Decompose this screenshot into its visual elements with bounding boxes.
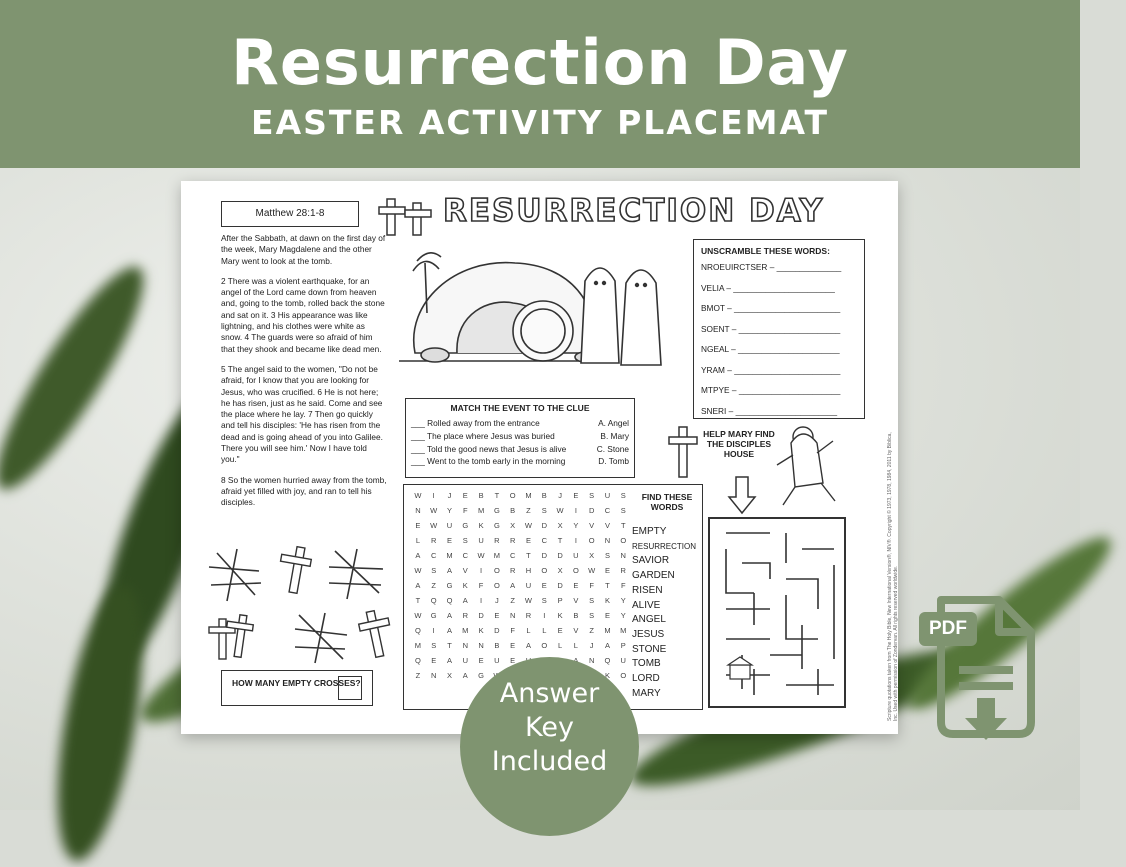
word-search-letter: O [588,536,595,545]
word-search-letter: J [589,641,594,650]
word-search-letter: W [524,521,533,530]
unscramble-word: MTPYE – ______________________ [701,385,841,395]
word-search-row [410,596,631,611]
scripture-text [221,233,387,518]
word-search-word: LORD [632,673,660,685]
banner-subtitle: EASTER ACTIVITY PLACEMAT [251,103,829,142]
word-search-letter: E [573,581,579,590]
word-search-letter: N [415,506,421,515]
word-search-word: EMPTY [632,526,667,537]
word-search-letter: D [541,521,547,530]
word-search-letter: W [524,596,533,605]
word-search-letter: S [589,491,595,500]
word-search-letter: U [620,656,626,665]
word-search-letter: R [620,566,626,575]
word-search-letter: M [620,626,627,635]
word-search-letter: N [509,611,516,620]
word-search-letter: Y [573,521,579,530]
word-search-letter: E [604,611,610,620]
unscramble-word: YRAM – _______________________ [701,364,841,375]
word-search-letter: A [446,611,452,620]
house-icon [728,657,752,679]
word-search-letter: T [605,581,610,590]
word-search-letter: N [462,641,468,650]
word-search-letter: C [541,536,547,545]
word-search-letter: O [541,641,548,650]
word-search-word: RISEN [632,584,663,596]
word-search-letter: R [494,536,500,545]
word-search-letter: G [493,506,500,515]
word-search-letter: I [432,491,435,500]
word-search-letter: K [557,611,563,620]
word-search-letter: I [574,536,577,545]
unscramble-word: BMOT – _______________________ [701,303,841,313]
word-search-letter: Z [526,506,531,515]
word-search-letter: W [588,566,596,575]
word-search-row [410,626,631,641]
word-search-letter: P [557,596,563,605]
word-search-letter: E [604,566,610,575]
word-search-letter: I [574,506,577,515]
word-search-letter: U [446,521,453,530]
placemat-sheet [181,181,898,734]
word-search-row [410,521,631,536]
word-search-letter: L [415,536,420,545]
word-search-letter: A [446,626,452,635]
word-search-letter: Q [414,656,421,665]
scripture-paragraph: 2 There was a violent earthquake, for an angel of the Lord came down from heaven and, going to the tomb, rolled back the stone and sat on it. 3 His appearance was like lightning, and his clothes were white as snow. 4 The guards were so afraid of him that they shook and became like dead men. [221,275,385,354]
word-search-letter: E [431,656,437,665]
word-search-letter: S [620,491,626,500]
word-search-letter: M [525,491,532,500]
word-search-letter: S [589,596,595,605]
word-search-letter: D [478,611,484,620]
word-search-letter: F [462,506,468,515]
word-search-word: SAVIOR [632,555,670,567]
word-search-letter: E [478,656,484,665]
word-search-row [410,641,631,656]
word-search-letter: C [509,551,516,560]
arrow-down-icon [727,475,757,515]
unscramble-word: NROEUIRCTSER – ______________ [701,262,842,272]
word-search-letter: N [478,641,484,650]
word-search-letter: Z [510,596,515,605]
scripture-paragraph: 8 So the women hurried away from the tomb, afraid yet filled with joy, and ran to tell his disciples. [221,474,387,508]
word-search-row [410,491,631,506]
word-search-row [410,506,631,521]
count-crosses-illustration [203,543,395,667]
word-search-letter: E [573,491,579,500]
word-search-letter: T [494,491,500,500]
word-search-letter: F [589,581,594,590]
word-search-letter: J [495,596,499,605]
maze-puzzle [708,517,846,708]
word-search-list [632,525,696,701]
word-search-letter: X [589,551,595,560]
word-search-letter: A [415,551,421,560]
word-search-letter: L [573,641,578,650]
word-search-letter: Y [620,611,626,620]
crosses-icon [379,195,435,237]
word-search-letter: Y [620,596,626,605]
unscramble-word: SNERI – ______________________ [701,405,838,416]
word-search-letter: E [415,521,421,530]
pdf-label: PDF [919,612,977,646]
word-search-letter: G [478,671,484,680]
word-search-letter: P [620,641,626,650]
word-search-letter: N [430,671,437,680]
badge-line: Key [525,712,574,743]
banner-title: Resurrection Day [231,26,849,99]
word-search-letter: R [525,611,532,620]
count-crosses-question: HOW MANY EMPTY CROSSES? [232,678,361,688]
word-search-letter: O [509,491,516,500]
word-search-letter: M [493,551,500,560]
answer-key-badge [460,657,639,836]
word-search-letter: L [526,626,531,635]
palm-leaf [41,579,159,867]
word-search-letter: M [604,626,611,635]
word-search-letter: S [541,596,547,605]
word-search-row [410,581,631,596]
word-search-letter: Q [430,596,437,605]
word-search-letter: B [573,611,579,620]
word-search-letter: V [604,521,610,530]
word-search-letter: S [589,611,595,620]
word-search-letter: I [543,611,546,620]
match-row: ___ Went to the tomb early in the morning D. Tomb [411,456,629,467]
unscramble-word: NGEAL – ______________________ [701,344,840,354]
word-search-letter: E [510,656,516,665]
maze-heading: HELP MARY FIND THE DISCIPLES HOUSE [703,429,775,459]
word-search-letter: I [480,566,483,575]
scripture-paragraph: After the Sabbath, at dawn on the first day of the week, Mary Magdalene and the other Mary went to look at the tomb. [221,233,386,266]
word-search-letter: K [604,671,610,680]
word-search-word: MARY [632,687,661,699]
answer-square [338,676,362,700]
word-search-letter: A [525,641,531,650]
word-search-grid [410,491,631,686]
word-search-letter: G [446,581,453,590]
word-search-letter: K [462,581,468,590]
word-search-letter: V [589,521,595,530]
unscramble-word: VELIA – ______________________ [701,282,835,293]
word-search-letter: R [509,566,516,575]
word-search-letter: V [573,596,579,605]
word-search-letter: Z [589,626,594,635]
word-search-letter: E [462,491,468,500]
match-row: ___ Told the good news that Jesus is alive C. Stone [411,443,629,454]
word-search-word: ALIVE [632,599,661,611]
maze-walls [710,519,844,706]
word-search-letter: R [430,536,437,545]
word-search-word: TOMB [632,658,661,670]
word-search-letter: R [509,536,516,545]
word-search-word: STONE [632,643,667,655]
word-search-letter: Q [446,596,453,605]
word-search-letter: D [541,551,547,560]
word-search-letter: Q [604,656,611,665]
word-search-letter: O [572,566,579,575]
copyright-credit: Scripture quotations taken from The Holy Bible, New International Version®, NIV®. Copyright © 1973, 1978, 1984, 2011 by Biblica, Inc. Used with permission of Zondervan. All rights reserved worldwide. [887,432,899,721]
word-search-letter: Y [446,506,452,515]
word-search-letter: B [478,491,484,500]
word-search-letter: M [462,626,469,635]
word-search-letter: B [494,641,500,650]
word-search-letter: E [510,641,516,650]
word-search-letter: B [541,491,547,500]
word-search-letter: S [620,506,626,515]
word-search-letter: T [526,551,531,560]
word-search-letter: D [494,626,500,635]
word-search-word: JESUS [632,628,665,640]
word-search-letter: K [478,521,484,530]
word-search-letter: H [525,566,532,575]
word-search-letter: J [558,491,562,500]
match-row: ___ Rolled away from the entrance A. Angel [411,418,629,428]
word-search-letter: E [446,536,452,545]
word-search-letter: M [414,641,422,650]
word-search-letter: S [462,536,468,545]
word-search-letter: N [620,551,626,560]
word-search-letter: D [557,581,563,590]
word-search-letter: A [462,671,468,680]
cross-icon [667,425,701,481]
word-search-letter: A [415,581,421,590]
word-search-letter: F [620,581,626,590]
word-search-letter: Z [431,581,436,590]
word-search-letter: I [432,626,435,635]
word-search-letter: E [557,626,563,635]
mary-running-illustration [773,421,845,513]
word-search-letter: N [604,536,611,545]
word-search-letter: K [478,626,484,635]
match-row: ___ The place where Jesus was buried B. Mary [411,430,629,441]
word-search-letter: U [478,536,484,545]
word-search-letter: W [414,611,422,620]
scripture-reference: Matthew 28:1-8 [221,201,359,227]
word-search-letter: T [415,596,421,605]
palm-leaf [0,252,164,504]
word-search-letter: X [510,521,516,530]
word-search-letter: X [557,521,563,530]
word-search-letter: M [477,506,485,515]
unscramble-word: SOENT – ______________________ [701,323,841,334]
word-search-letter: W [477,551,485,560]
match-heading: MATCH THE EVENT TO THE CLUE [450,403,590,413]
word-search-letter: R [462,611,468,620]
word-search-letter: J [447,491,452,500]
word-search-letter: W [414,491,422,500]
word-search-letter: B [510,506,516,515]
word-search-letter: E [541,581,547,590]
unscramble-panel [693,239,865,419]
word-search-letter: A [462,596,468,605]
word-search-letter: C [462,551,468,560]
word-search-row [410,611,631,626]
match-panel [405,398,635,478]
word-search-letter: O [541,566,548,575]
word-search-letter: G [493,521,500,530]
word-search-letter: Z [415,671,421,680]
word-search-letter: O [620,536,627,545]
word-search-letter: T [447,641,452,650]
word-search-letter: O [493,566,500,575]
scripture-paragraph: 5 The angel said to the women, "Do not be afraid, for I know that you are looking for Jesus, who was crucified. 6 He is not here; he has risen, just as he said. Come and see the place where he lay. 7 Then go quickly and tell his disciples: 'He has risen from the dead and is going ahead of you into Galilee. There you will see him.' Now I have told you." [221,363,383,465]
count-crosses-box [221,670,373,706]
word-search-word: RESURRECTION [632,541,697,551]
word-search-letter: M [446,551,453,560]
word-search-letter: T [620,521,626,530]
word-search-letter: N [588,656,595,665]
word-search-letter: W [430,506,438,515]
header-banner [0,0,1080,168]
word-search-letter: S [604,551,610,560]
word-search-letter: S [431,641,437,650]
word-search-letter: D [588,506,595,515]
badge-line: Answer [499,678,600,709]
word-search-letter: U [525,581,532,590]
word-search-letter: L [542,626,547,635]
word-search-row [410,566,631,581]
word-search-letter: A [446,566,452,575]
word-search-letter: O [493,581,500,590]
unscramble-heading: UNSCRAMBLE THESE WORDS: [701,246,830,256]
word-search-letter: U [494,656,500,665]
word-search-row [410,551,631,566]
word-search-letter: S [431,566,437,575]
word-search-letter: G [430,611,437,620]
word-search-letter: V [462,566,468,575]
word-search-letter: K [604,596,610,605]
word-search-letter: V [573,626,579,635]
word-search-letter: I [480,596,483,605]
word-search-letter: C [430,551,437,560]
word-search-letter: D [557,551,563,560]
word-search-letter: Q [414,626,421,635]
word-search-letter: C [604,506,611,515]
word-search-heading: FIND THESE WORDS [641,492,693,512]
word-search-letter: E [494,611,500,620]
badge-line: Included [491,746,608,777]
word-search-row [410,536,631,551]
word-search-letter: X [446,671,452,680]
word-search-letter: A [604,641,610,650]
word-search-letter: A [446,656,452,665]
word-search-letter: U [462,656,468,665]
word-search-letter: G [462,521,469,530]
word-search-word: GARDEN [632,570,675,582]
sheet-title: RESURRECTION DAY [443,193,825,229]
word-search-letter: E [525,536,531,545]
word-search-word: ANGEL [632,614,666,626]
word-search-letter: T [557,536,563,545]
word-search-letter: W [556,506,564,515]
word-search-letter: X [557,566,563,575]
word-search-letter: W [414,566,422,575]
word-search-letter: F [478,581,484,590]
word-search-letter: F [510,626,515,635]
word-search-letter: S [541,506,547,515]
word-search-letter: O [620,671,627,680]
word-search-letter: L [557,641,563,650]
word-search-letter: W [430,521,438,530]
word-search-letter: A [510,581,516,590]
word-search-letter: U [573,551,579,560]
word-search-letter: U [604,491,611,500]
empty-tomb-illustration [395,243,685,383]
